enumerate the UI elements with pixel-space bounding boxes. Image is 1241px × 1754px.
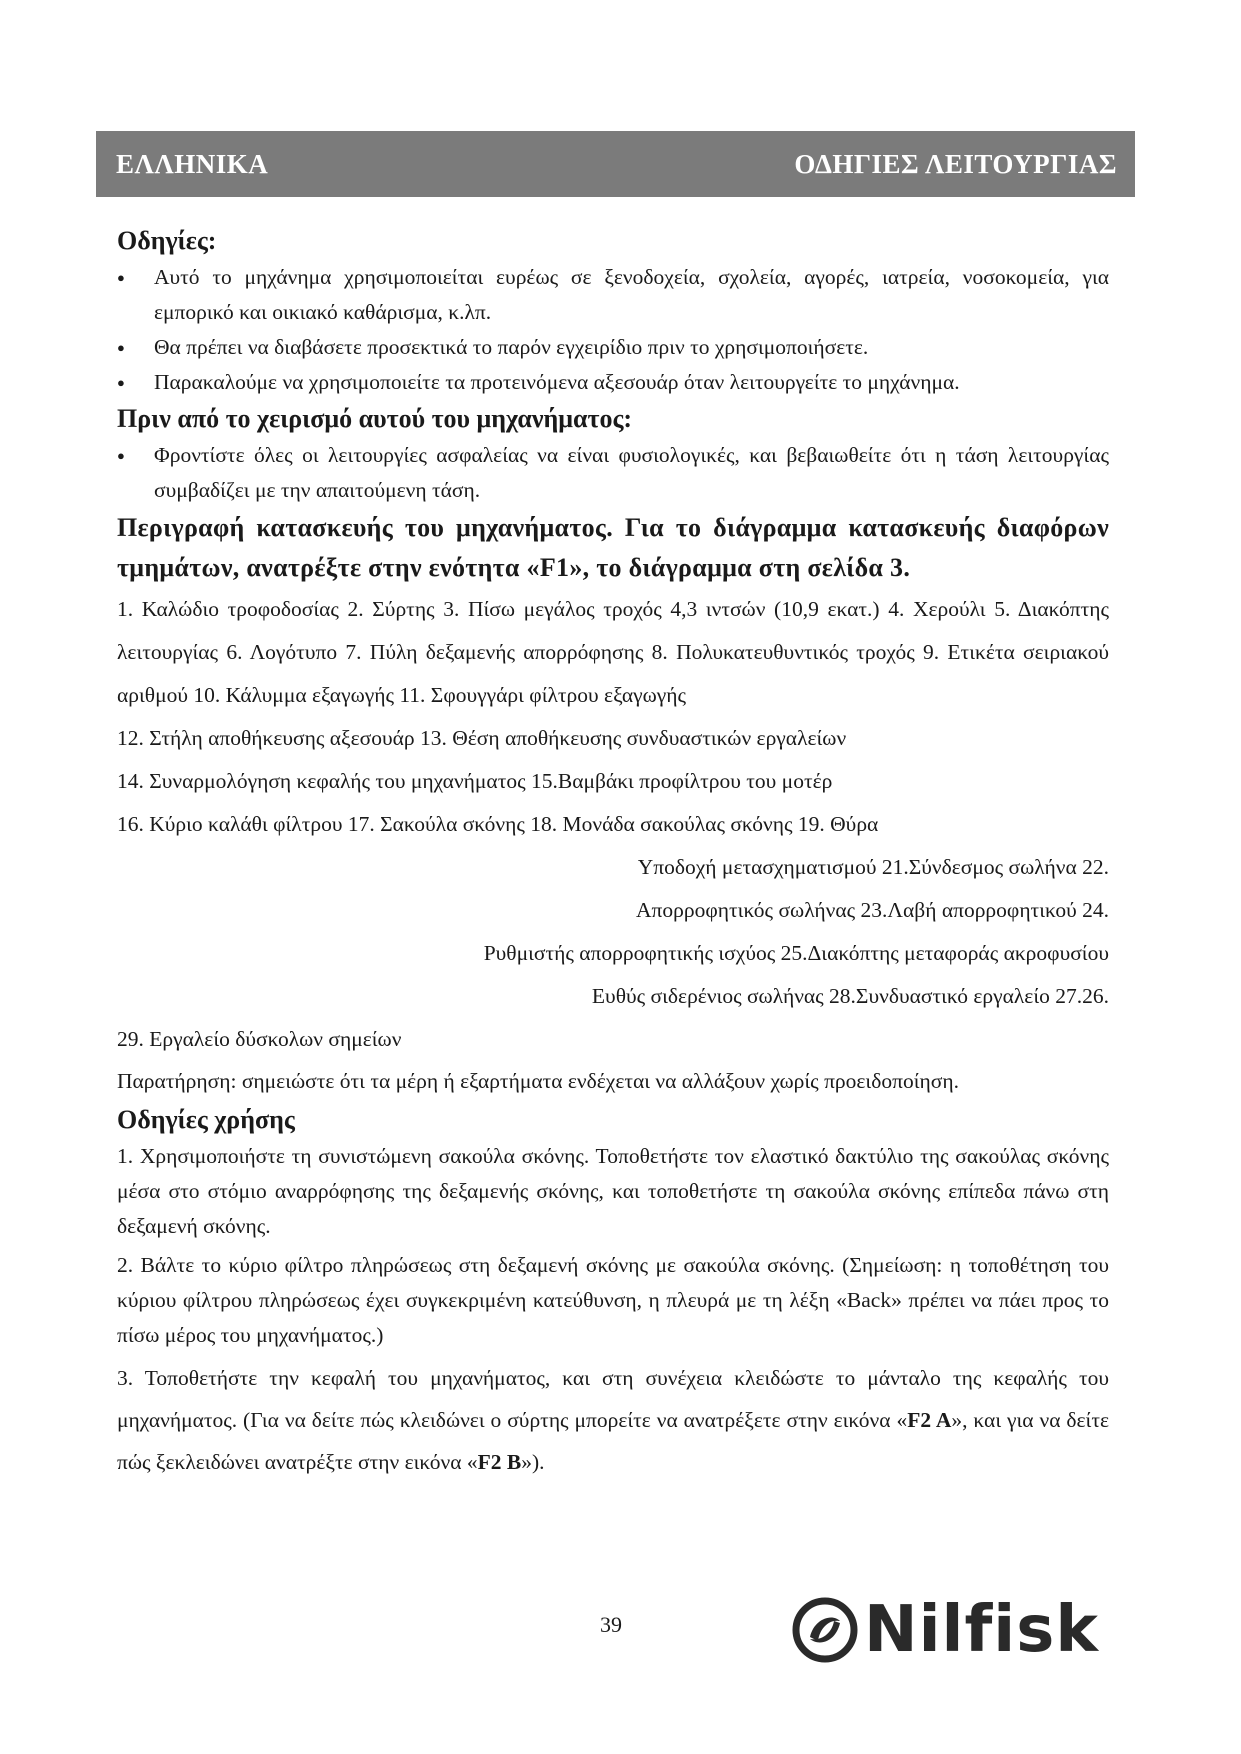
page-content bbox=[117, 222, 1109, 1483]
usage-step: 1. Χρησιμοποιήστε τη συνιστώμενη σακούλα σκόνης. Τοποθετήστε τον ελαστικό δακτύλιο της σακούλας σκόνης μέσα στο στόμιο αναρρόφησης της δεξαμενής σκόνης, και τοποθετήστε τη σακούλα σκόνης επίπεδα πάνω στη δεξαμενή σκόνης. bbox=[117, 1144, 1109, 1238]
usage-step: 2. Βάλτε το κύριο φίλτρο πληρώσεως στη δεξαμενή σκόνης με σακούλα σκόνης. (Σημείωση: η τοποθέτηση του κύριου φίλτρου πληρώσεως έχει συγκεκριμένη κατεύθυνση, η πλευρά με τη λέξη «Back» πρέπει να πάει προς το πίσω μέρος του μηχανήματος.) bbox=[117, 1253, 1109, 1347]
parts-line: 14. Συναρμολόγηση κεφαλής του μηχανήματος 15.Βαμβάκι προφίλτρου του μοτέρ bbox=[117, 769, 833, 793]
before-operation-heading: Πριν από το χειρισμό αυτού του μηχανήματος: bbox=[117, 404, 633, 433]
parts-list bbox=[117, 588, 1109, 1061]
step3-end: »). bbox=[521, 1450, 545, 1474]
parts-line: Υποδοχή μετασχηματισμού 21.Σύνδεσμος σωλήνα 22. bbox=[637, 855, 1109, 879]
usage-step bbox=[117, 1357, 1109, 1483]
parts-line: Ευθύς σιδερένιος σωλήνας 28.Συνδυαστικό εργαλείο 27.26. bbox=[591, 984, 1109, 1008]
parts-line: 1. Καλώδιο τροφοδοσίας 2. Σύρτης 3. Πίσω μεγάλος τροχός 4,3 ιντσών (10,9 εκατ.) 4. Χερούλι 5. Διακόπτης λειτουργίας 6. Λογότυπο 7. Πύλη δεξαμενής απορρόφησης 8. Πολυκατευθυντικός τροχός 9. Ετικέτα σειριακού αριθμού 10. Κάλυμμα εξαγωγής 11. Σφουγγάρι φίλτρου εξαγωγής bbox=[117, 597, 1109, 707]
list-item: ● Παρακαλούμε να χρησιμοποιείτε τα προτεινόμενα αξεσουάρ όταν λειτουργείτε το μηχάνημα. bbox=[117, 365, 1109, 400]
parts-line: 12. Στήλη αποθήκευσης αξεσουάρ 13. Θέση αποθήκευσης συνδυαστικών εργαλείων bbox=[117, 726, 847, 750]
step3-middle: », και για να δείτε πώς ξεκλειδώνει ανατρέξτε στην εικόνα « bbox=[117, 1408, 1110, 1474]
nilfisk-emblem-icon bbox=[792, 1597, 858, 1663]
list-item: ● Θα πρέπει να διαβάσετε προσεκτικά το παρόν εγχειρίδιο πριν το χρησιμοποιήσετε. bbox=[117, 330, 1109, 365]
language-label: ΕΛΛΗΝΙΚΑ bbox=[116, 148, 269, 179]
header-bar bbox=[96, 131, 1135, 197]
list-item: ● Αυτό το μηχάνημα χρησιμοποιείται ευρέως σε ξενοδοχεία, σχολεία, αγορές, ιατρεία, νοσοκομεία, για εμπορικό και οικιακό καθάρισμα, κ.λπ. bbox=[117, 260, 1109, 330]
figure-ref-f2b: F2 B bbox=[477, 1450, 522, 1474]
nilfisk-logo bbox=[792, 1592, 1099, 1668]
parts-line: 16. Κύριο καλάθι φίλτρου 17. Σακούλα σκόνης 18. Μονάδα σακούλας σκόνης 19. Θύρα bbox=[117, 812, 879, 836]
manual-title: ΟΔΗΓΙΕΣ ΛΕΙΤΟΥΡΓΙΑΣ bbox=[794, 148, 1117, 179]
before-operation-list bbox=[117, 438, 1109, 508]
usage-heading: Οδηγίες χρήσης bbox=[117, 1105, 295, 1134]
usage-steps bbox=[117, 1139, 1109, 1483]
instructions-list bbox=[117, 260, 1109, 400]
step3-text: 3. Τοποθετήστε την κεφαλή του μηχανήματος, και στη συνέχεια κλειδώστε το μάνταλο της κεφαλής του μηχανήματος. (Για να δείτε πώς κλειδώνει ο σύρτης μπορείτε να ανατρέξετε στην εικόνα « bbox=[117, 1366, 1109, 1432]
instructions-heading: Οδηγίες: bbox=[117, 226, 217, 255]
parts-line: 29. Εργαλείο δύσκολων σημείων bbox=[117, 1027, 402, 1051]
description-heading: Περιγραφή κατασκευής του μηχανήματος. Για το διάγραμμα κατασκευής διαφόρων τμημάτων, ανατρέξτε στην ενότητα «F1», το διάγραμμα στη σελίδα 3. bbox=[117, 513, 1109, 582]
page-number: 39 bbox=[600, 1612, 622, 1637]
list-item: ● Φροντίστε όλες οι λειτουργίες ασφαλείας να είναι φυσιολογικές, και βεβαιωθείτε ότι η τάση λειτουργίας συμβαδίζει με την απαιτούμενη τάση. bbox=[117, 438, 1109, 508]
parts-line: Απορροφητικός σωλήνας 23.Λαβή απορροφητικού 24. bbox=[636, 898, 1109, 922]
parts-note: Παρατήρηση: σημειώστε ότι τα μέρη ή εξαρτήματα ενδέχεται να αλλάξουν χωρίς προειδοποίηση. bbox=[117, 1069, 959, 1093]
figure-ref-f2a: F2 A bbox=[907, 1408, 952, 1432]
logo-wordmark: Nilfisk bbox=[864, 1593, 1099, 1667]
parts-line: Ρυθμιστής απορροφητικής ισχύος 25.Διακόπτης μεταφοράς ακροφυσίου bbox=[483, 941, 1109, 965]
